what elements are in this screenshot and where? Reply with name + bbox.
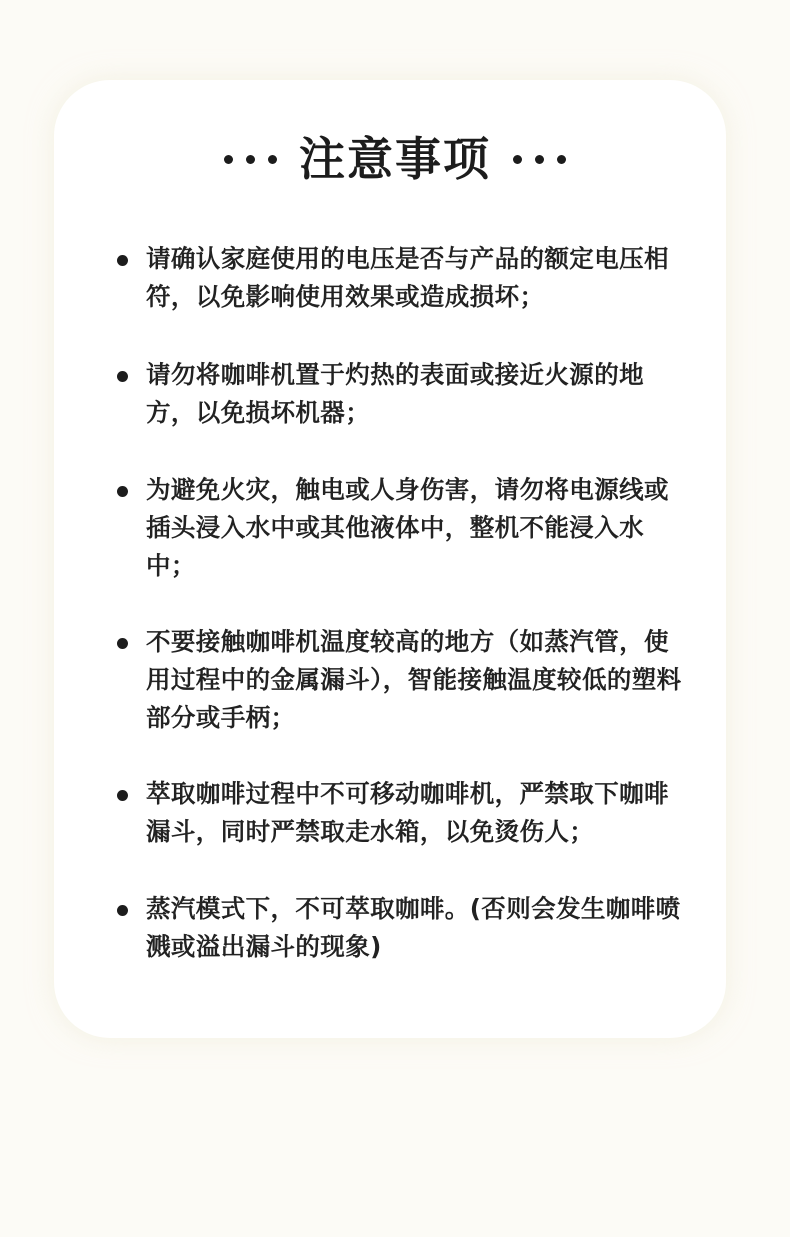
bullet-icon	[117, 790, 128, 801]
dot-icon	[246, 155, 255, 164]
heading-dots-right	[513, 155, 566, 164]
notice-text: 为避免火灾，触电或人身伤害，请勿将电源线或插头浸入水中或其他液体中，整机不能浸入水中；	[146, 475, 669, 580]
bullet-icon	[117, 371, 128, 382]
bullet-icon	[117, 638, 128, 649]
page-title: 注意事项	[299, 132, 491, 186]
notice-text: 不要接触咖啡机温度较高的地方（如蒸汽管，使用过程中的金属漏斗），智能接触温度较低的塑料部分或手柄；	[146, 627, 682, 732]
notice-text: 请勿将咖啡机置于灼热的表面或接近火源的地方，以免损坏机器；	[146, 360, 644, 427]
bullet-icon	[117, 905, 128, 916]
notice-text: 请确认家庭使用的电压是否与产品的额定电压相符，以免影响使用效果或造成损坏；	[146, 244, 669, 311]
heading-dots-left	[224, 155, 277, 164]
dot-icon	[557, 155, 566, 164]
dot-icon	[513, 155, 522, 164]
bullet-icon	[117, 486, 128, 497]
bullet-icon	[117, 255, 128, 266]
dot-icon	[268, 155, 277, 164]
notice-text: 萃取咖啡过程中不可移动咖啡机，严禁取下咖啡漏斗，同时严禁取走水箱，以免烫伤人；	[146, 779, 669, 846]
dot-icon	[224, 155, 233, 164]
notice-text: 蒸汽模式下，不可萃取咖啡。(否则会发生咖啡喷溅或溢出漏斗的现象)	[146, 894, 681, 961]
dot-icon	[535, 155, 544, 164]
section-heading	[0, 127, 790, 191]
